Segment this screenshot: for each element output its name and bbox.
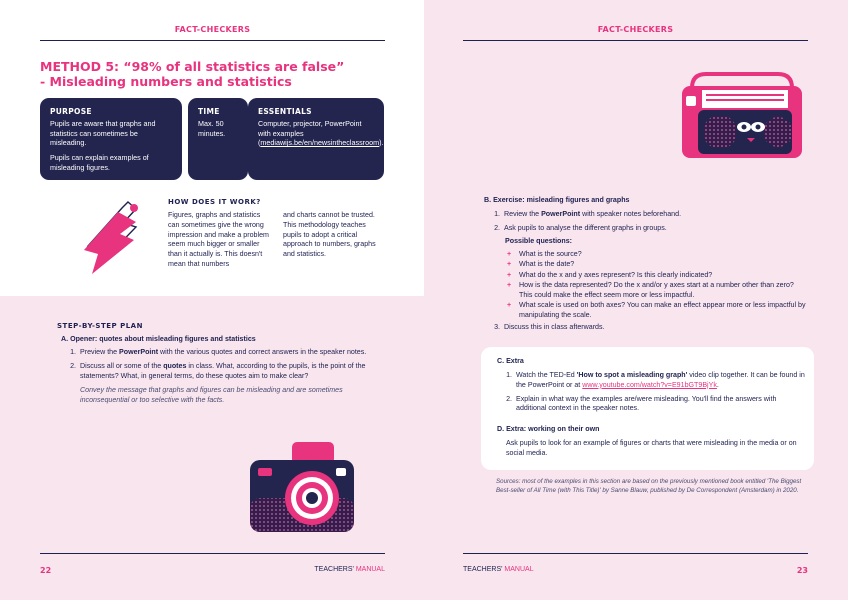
extra-d-heading: D. Extra: working on their own [497, 425, 600, 433]
list-item: + What is the source? [507, 250, 807, 260]
camera-icon [246, 440, 358, 534]
extra-c-heading: C. Extra [497, 357, 524, 365]
method-title-line2: - Misleading numbers and statistics [40, 74, 292, 89]
purpose-card [40, 98, 182, 180]
list-item: + What do the x and y axes represent? Is this clearly indicated? [507, 271, 807, 281]
time-text: Max. 50 minutes. [198, 118, 226, 138]
left-footer-manual: TEACHERS' MANUAL [314, 566, 385, 573]
left-header: FACT-CHECKERS [174, 25, 251, 34]
right-header-rule [463, 40, 808, 41]
right-footer-manual: TEACHERS' MANUAL [463, 566, 534, 573]
exercise-b-list [486, 210, 806, 238]
how-heading: HOW DOES IT WORK? [168, 198, 261, 206]
essentials-card [248, 98, 384, 180]
right-header: FACT-CHECKERS [597, 25, 674, 34]
plan-a-heading: A. Opener: quotes about misleading figures and statistics [61, 335, 256, 343]
list-item: + What scale is used on both axes? You can make an effect appear more or less impactful by manipulating the scale. [507, 301, 807, 321]
how-col1: Figures, graphs and statistics can sometimes give the wrong impression and make a problem seem much bigger or smaller than it actually is. This doesn't mean that numbers [168, 211, 269, 268]
list-item: 1. Review the PowerPoint with speaker notes beforehand. [494, 210, 682, 218]
essentials-text: Computer, projector, PowerPoint with examples (mediawijs.be/en/newsintheclassroom). [258, 118, 384, 148]
list-item: + How is the data represented? Do the x and/or y axes start at a number other than zero? This could make the effect seem more or less impactful. [507, 281, 807, 301]
exercise-b-heading: B. Exercise: misleading figures and graphs [484, 196, 630, 204]
essentials-heading: ESSENTIALS [258, 107, 312, 116]
right-page-number: 23 [796, 566, 808, 575]
list-item: 2. Explain in what way the examples are/were misleading. You'll find the answers with additional context in the speaker notes. [506, 394, 777, 413]
purpose-text-1: Pupils are aware that graphs and statistics can sometimes be misleading. [50, 118, 156, 148]
radio-icon [680, 72, 804, 160]
left-page-number: 22 [40, 566, 52, 575]
list-item: 3. Discuss this in class afterwards. [494, 323, 605, 331]
left-header-rule [40, 40, 385, 41]
possible-questions-label: Possible questions: [505, 237, 573, 245]
list-item: 1. Preview the PowerPoint with the various quotes and correct answers in the speaker notes. [70, 348, 367, 356]
list-item: 2. Discuss all or some of the quotes in class. What, according to the pupils, is the point of the statements? What, in general terms, do these quotes aim to make clear? [70, 361, 366, 380]
lightning-bolt-icon [76, 196, 162, 282]
exercise-b-list-end [486, 323, 806, 337]
how-col2: and charts cannot be trusted. This methodology teaches pupils to adopt a critical approach to numbers, graphs and statistics. [283, 211, 376, 259]
plan-a-note: Convey the message that graphs and figures can be misleading and are sometimes inconsequential or too selective with the facts. [80, 386, 343, 404]
right-footer-rule [463, 553, 808, 554]
purpose-text-2: Pupils can explain examples of misleading figures. [50, 153, 149, 172]
left-footer-rule [40, 553, 385, 554]
questions-list [507, 250, 807, 321]
extra-c-list [498, 371, 806, 418]
plan-a-list [62, 348, 384, 385]
extra-d-text: Ask pupils to look for an example of figures or charts that were misleading in the media or on social media. [506, 439, 797, 457]
method-title-line1: METHOD 5: “98% of all statistics are false” [40, 59, 345, 74]
youtube-link[interactable]: www.youtube.com/watch?v=E91bGT9BjYk [582, 380, 717, 389]
plan-heading: STEP-BY-STEP PLAN [57, 322, 143, 330]
method-title [40, 59, 385, 89]
purpose-heading: PURPOSE [50, 107, 92, 116]
list-item: 2. Ask pupils to analyse the different graphs in groups. [494, 223, 667, 232]
time-card [188, 98, 248, 180]
essentials-link[interactable]: mediawijs.be/en/newsintheclassroom [260, 138, 380, 148]
list-item: 1. Watch the TED-Ed 'How to spot a misleading graph' video clip together. It can be found in the PowerPoint or at www.youtube.com/watch?v=E91bGT9BjYk. [506, 371, 805, 389]
list-item: + What is the date? [507, 260, 807, 270]
sources-note: Sources: most of the examples in this section are based on the previously mentioned book entitled 'The Biggest Best-seller of All Time (with This Title)' by Sanne Blauw, published by De Correspondent (Amsterdam) in 2020. [496, 478, 802, 494]
time-heading: TIME [198, 107, 220, 116]
